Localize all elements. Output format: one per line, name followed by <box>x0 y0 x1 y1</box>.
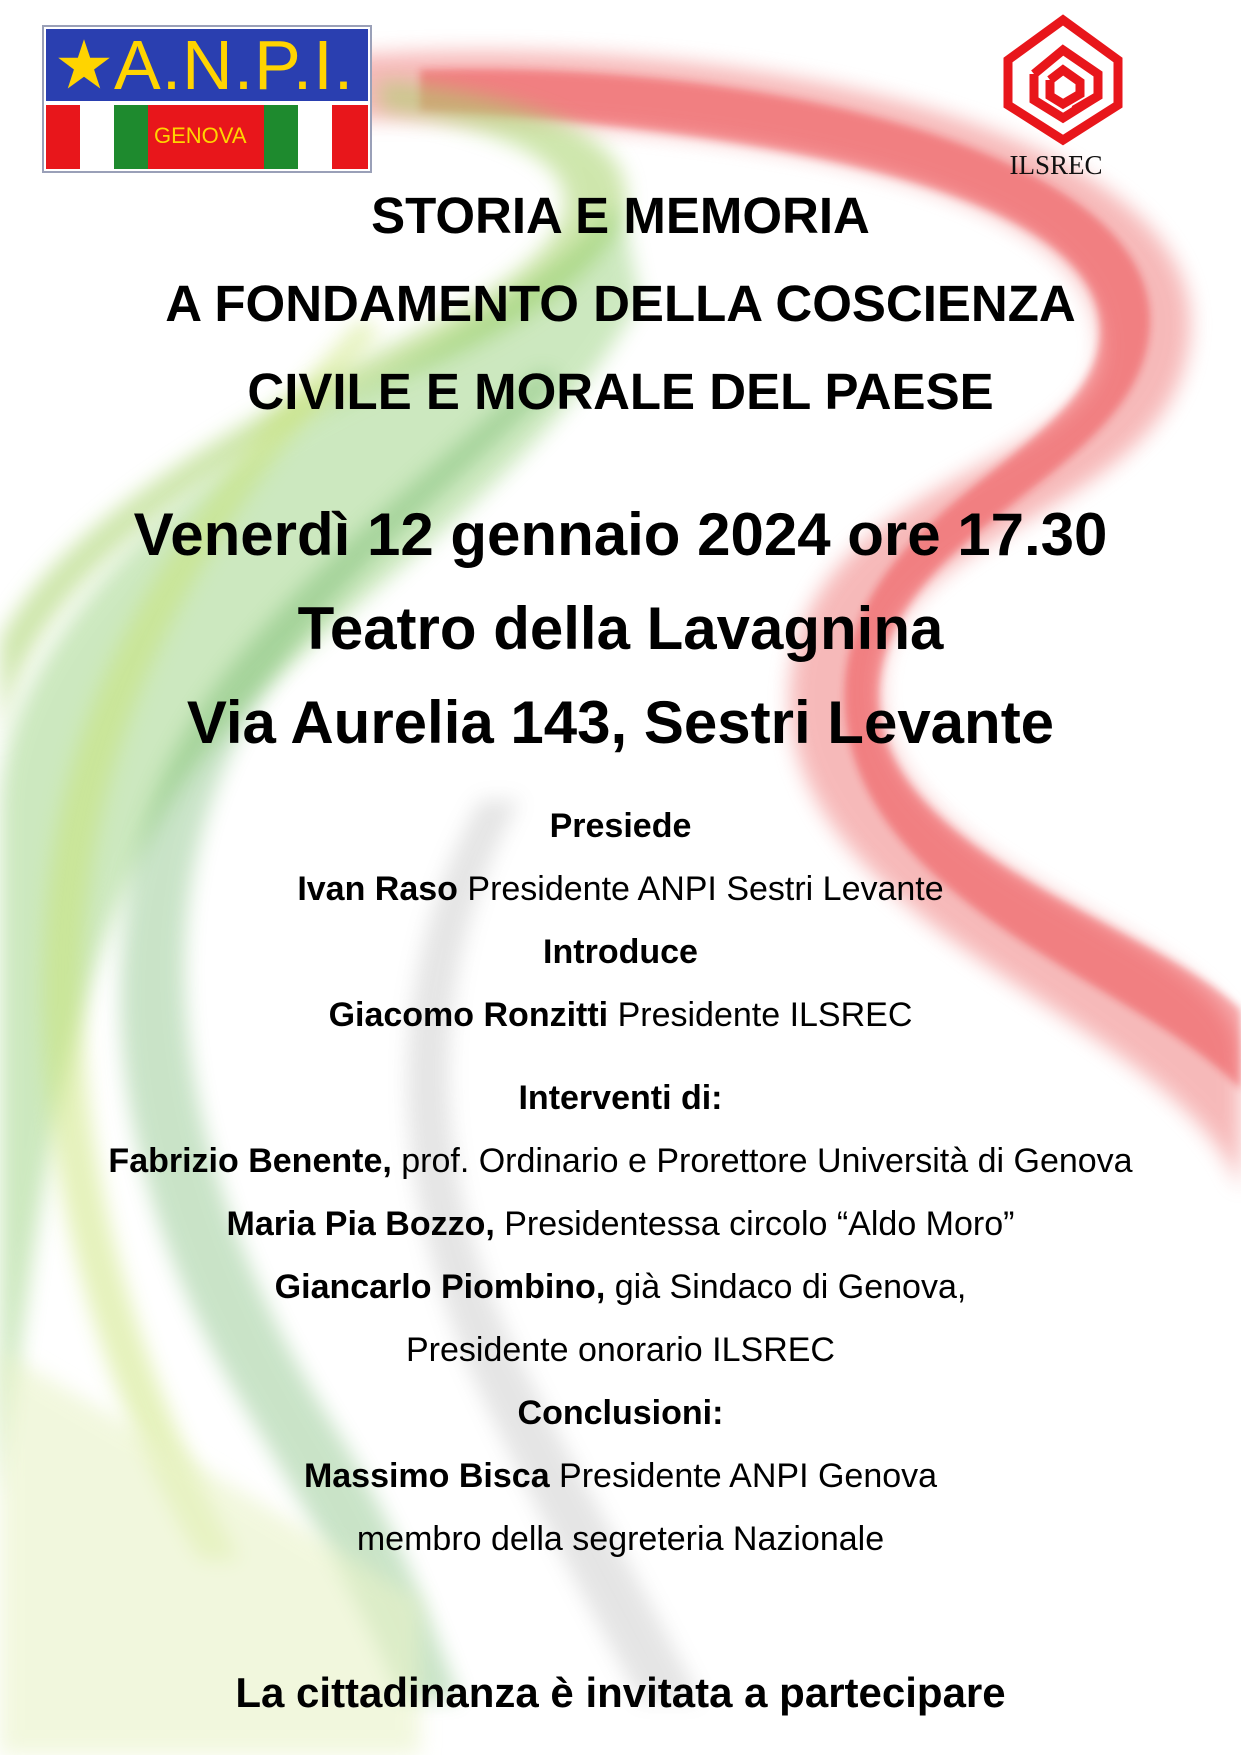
ilsrec-logo <box>990 8 1150 178</box>
speaker-name: Fabrizio Benente, <box>108 1142 392 1180</box>
conclusion-heading: Conclusioni: <box>517 1394 724 1432</box>
intro-heading: Introduce <box>543 933 698 971</box>
intro-line <box>0 995 1241 1035</box>
title-line-2: A FONDAMENTO DELLA COSCIENZA <box>165 275 1076 332</box>
conclusion-line <box>0 1456 1241 1496</box>
intro-role: Presidente ILSREC <box>608 996 913 1034</box>
intro-name: Giacomo Ronzitti <box>328 996 609 1034</box>
speaker-name: Maria Pia Bozzo, <box>226 1205 495 1243</box>
star-icon <box>56 37 112 93</box>
conclusion-name: Massimo Bisca <box>303 1457 550 1495</box>
speaker-line-3-continued: Presidente onorario ILSREC <box>405 1331 835 1369</box>
speaker-role: già Sindaco di Genova, <box>605 1268 967 1306</box>
conclusion-role: Presidente ANPI Genova <box>549 1457 938 1495</box>
anpi-logo-banner <box>46 26 368 104</box>
ilsrec-logo-mark-icon <box>998 10 1128 146</box>
event-date: Venerdì 12 gennaio 2024 ore 17.30 <box>133 501 1108 568</box>
chair-line <box>0 869 1241 909</box>
speaker-line-3 <box>0 1267 1241 1307</box>
chair-name: Ivan Raso <box>297 870 458 908</box>
invitation-footer: La cittadinanza è invitata a partecipare <box>235 1669 1006 1716</box>
ilsrec-logo-text: ILSREC <box>1009 150 1103 180</box>
speaker-role: Presidentessa circolo “Aldo Moro” <box>494 1205 1015 1243</box>
title-line-3: CIVILE E MORALE DEL PAESE <box>247 363 994 420</box>
anpi-logo-text: A.N.P.I. <box>114 26 355 104</box>
speaker-role: prof. Ordinario e Prorettore Università di Genova <box>391 1142 1133 1180</box>
speakers-heading: Interventi di: <box>518 1079 723 1117</box>
event-address: Via Aurelia 143, Sestri Levante <box>186 689 1055 756</box>
title-line-1: STORIA E MEMORIA <box>371 187 870 244</box>
chair-heading: Presiede <box>549 807 692 845</box>
speaker-name: Giancarlo Piombino, <box>274 1268 606 1306</box>
conclusion-line-continued: membro della segreteria Nazionale <box>356 1520 885 1558</box>
italian-flag-stripes <box>46 105 368 169</box>
chair-role: Presidente ANPI Sestri Levante <box>457 870 944 908</box>
event-venue: Teatro della Lavagnina <box>297 595 944 662</box>
speaker-line-1 <box>0 1141 1241 1181</box>
anpi-genova-logo <box>42 25 372 173</box>
anpi-logo-city: GENOVA <box>154 123 247 148</box>
speaker-line-2 <box>0 1204 1241 1244</box>
